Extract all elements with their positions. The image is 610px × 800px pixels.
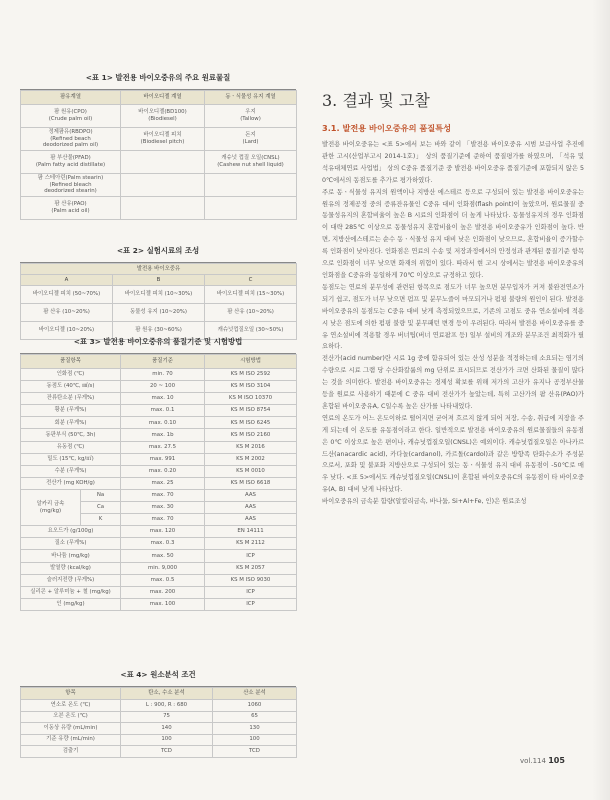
table-cell: 100 [213,734,297,746]
table-cell: 팜 스테아린(Palm stearin) (Refined bleach deodorized stearin) [21,174,121,197]
table-cell: 75 [121,711,213,723]
table-row [21,393,297,405]
table-row [21,381,297,393]
table-row [21,405,297,417]
table-row [21,151,297,174]
table-row [21,453,297,465]
table-cell: AAS [205,489,297,501]
table-row [21,128,297,151]
table2-group-header: 발전용 바이오중유 [21,264,297,275]
table-cell: KS M ISO 9030 [205,574,297,586]
table-cell: 팜 산유 (10~20%) [21,304,113,322]
table-row [21,369,297,381]
table-cell: 실리콘 + 알루미늄 + 철 (mg/kg) [21,586,121,598]
table-row [21,465,297,477]
table-cell: 질소 (무게%) [21,538,121,550]
table-cell: 밀도 (15℃, kg/㎥) [21,453,121,465]
table-row [21,574,297,586]
table1-caption: <표 1> 발전용 바이오중유의 주요 원료물질 [85,73,231,82]
table-cell: 캐슈넛 껍질 오일(CNSL) (Cashew nut shell liquid) [205,151,297,174]
table-cell: max. 50 [121,550,205,562]
table-row [21,417,297,429]
table-cell: max. 100 [121,598,205,610]
section-subtitle: 3.1. 발전용 바이오중유의 품질특성 [322,123,451,133]
table4 [20,687,297,758]
table-cell: max. 0.20 [121,465,205,477]
table-cell: 팜 부산물(PFAD) (Palm fatty acid distillate) [21,151,121,174]
table-cell: min. 70 [121,369,205,381]
table-cell: 정제팜유(RBDPO) (Refined beach deodorized palm oil) [21,128,121,151]
table-cell: AAS [205,514,297,526]
table-cell: K [81,514,121,526]
table-cell: 65 [213,711,297,723]
table1 [20,90,297,220]
table-row [21,197,297,220]
table-cell [121,151,205,174]
table-cell: KS M 2016 [205,441,297,453]
table-cell: KS M ISO 6245 [205,417,297,429]
body-text [322,139,584,508]
paragraph: 전산가(acid number)란 시료 1g 중에 함유되어 있는 산성 성분을 적정하는데 소요되는 염기의 수량으로 시료 그램 당 수산화칼륨의 mg 단위로 표시되므로 전산가가 크면 산화된 물질이 많다는 것을 의미한다. 발전용 바이오중유는 경제성 확보를 위해 저가의 고산가 유지나 공정부산물 등을 원료로 사용하기 때문에 C 중유 대비 전산가가 높았는데, 특히 고산가의 팜 산유(PAO)가 혼합된 바이오중유A, C일수록 높은 산가를 나타내었다. [322,355,584,410]
issue-number: vol.114 [520,757,546,765]
table2 [20,263,297,340]
header-cell: 바이오디젤 계열 [121,91,205,105]
table-cell: 팜 산유 (10~20%) [205,304,297,322]
table-cell: KS M ISO 3104 [205,381,297,393]
table-cell: 돈지 (Lard) [205,128,297,151]
table-cell: ICP [205,598,297,610]
table-cell: 잔류탄소분 (무게%) [21,393,121,405]
table-cell: 발열량 (kcal/kg) [21,562,121,574]
table-cell: max. 200 [121,586,205,598]
page-edge-shadow [592,0,610,800]
table-row [21,105,297,128]
header-cell: 팜유계열 [21,91,121,105]
table-cell: KS M ISO 10370 [205,393,297,405]
table-cell: 140 [121,723,213,735]
table-cell: 우지 (Tallow) [205,105,297,128]
table-cell: 동점도 (40℃, ㎟/s) [21,381,121,393]
table-cell: KS M 2112 [205,538,297,550]
header-cell: 탄소, 수소 분석 [121,688,213,700]
table-cell: max. 10 [121,393,205,405]
table-row [21,526,297,538]
table-cell: KS M ISO 6618 [205,477,297,489]
table-cell: max. 70 [121,489,205,501]
table-cell: L : 900, R : 680 [121,700,213,712]
table-cell: max. 70 [121,514,205,526]
table-row [21,700,297,712]
table-row [21,441,297,453]
table-row [21,711,297,723]
table-cell: max. 30 [121,502,205,514]
header-cell: C [205,275,297,286]
alkali-metal-label: 알카리 금속 (mg/kg) [21,489,81,525]
table-cell: KS M ISO 2160 [205,429,297,441]
paragraph: 바이오중유의 금속분 함량(알칼리금속, 바나듐, Si+Al+Fe, 인)은 원료조성 [322,498,527,506]
table-cell: 바이오디젤(BD100) (Biodiesel) [121,105,205,128]
table-cell: 전산가 (mg KOH/g) [21,477,121,489]
table-row [21,598,297,610]
table-cell: Na [81,489,121,501]
table-cell: 팜 산유(PAO) (Palm acid oil) [21,197,121,220]
table-cell: 캐슈넛껍질오일 (30~50%) [205,322,297,340]
table-cell: 검출기 [21,746,121,758]
header-cell: 항목 [21,688,121,700]
table-cell: max. 991 [121,453,205,465]
table-cell [121,174,205,197]
table-cell: 오븐 온도 (℃) [21,711,121,723]
table-row [21,746,297,758]
page-footer [520,756,565,765]
table-cell: KS M ISO 8754 [205,405,297,417]
table-cell: 바이오디젤 피치 (15~30%) [205,286,297,304]
table3-caption: <표 3> 발전용 바이오중유의 품질기준 및 시험방법 [73,337,243,346]
table-cell: KS M 2002 [205,453,297,465]
table-cell: min. 9,000 [121,562,205,574]
table-row [21,550,297,562]
header-cell: 품질기준 [121,355,205,369]
table-cell: KS M 2057 [205,562,297,574]
header-cell: 산소 분석 [213,688,297,700]
table-cell: 1060 [213,700,297,712]
table-cell: 요오드가 (g/100g) [21,526,121,538]
table-cell: ICP [205,586,297,598]
table-row [21,429,297,441]
paragraph: 발전용 바이오중유는 <표 5>에서 보는 바와 같이 「발전용 바이오중유 시범 보급사업 추진에 관한 고시(산업부고시 2014-1호)」 상의 품질기준에 준하여 품질평가를 하였으며, 「석유 및 석유대체연료 사업법」 상의 C중유 품질기준 중 발전용 바이오중유 품질기준에 포함되지 않은 50℃에서의 동점도를 추가로 평가하였다. [322,141,584,184]
table2-caption: <표 2> 실험시료의 조성 [116,246,200,255]
paragraph: 동점도는 연료의 분무성에 관련된 항목으로 점도가 너무 높으면 분무입자가 커져 불완전연소가 되기 쉽고, 점도가 너무 낮으면 펌프 및 분무노즐이 마모되거나 펌핑 불량의 원인이 된다. 발전용 바이오중유의 동점도는 C중유 대비 낮게 측정되었으므로, 기존의 고점도 중유 연소설비에 적용 시 낮은 점도에 의한 펌핑 불량 및 분무패턴 변경 등이 우려된다. 따라서 발전용 바이오중유를 중유 연소설비에 적용할 경우 버너팁(버너 연료팜프 등) 일부 설비의 개조와 분무조건 최적화가 필요하다. [322,283,584,351]
page-number: 105 [548,756,565,765]
table-cell: max. 0.3 [121,538,205,550]
table-row [21,586,297,598]
table-cell: 바나듐 (mg/kg) [21,550,121,562]
table-cell: 기준 유량 (mL/min) [21,734,121,746]
header-cell: 동ㆍ식물성 유지 계열 [205,91,297,105]
table-cell: 황분 (무게%) [21,405,121,417]
table4-caption: <표 4> 원소분석 조건 [120,670,196,679]
table-row [21,174,297,197]
table-cell [205,197,297,220]
header-cell: B [113,275,205,286]
table-cell: KS M 0010 [205,465,297,477]
table-row [21,723,297,735]
header-cell: 품질항목 [21,355,121,369]
header-cell: 시험방법 [205,355,297,369]
table-cell: 바이오디젤 (10~20%) [21,322,113,340]
table-cell: 100 [121,734,213,746]
table-cell: 팜 원유 (30~60%) [113,322,205,340]
table-cell: max. 1b [121,429,205,441]
table-cell: KS M ISO 2592 [205,369,297,381]
table-cell: 이동상 유량 (mL/min) [21,723,121,735]
paragraph: 주로 동ㆍ식물성 유지의 원액이나 지방산 에스테르 등으로 구성되어 있는 발전용 바이오중유는 원유의 정제공정 중의 증류잔유물인 C중유 대비 인화점(flash point)이 높았으며, 원료물질 중 동물성유지의 혼합비율이 높은 B 시료의 인화점이 더 높게 나타났다. 동물성유지의 경우 인화점이 대략 285℃ 이상으로 동물성유지 혼합비율이 높은 발전용 바이오중유가 인화점이 높다. 반면, 지방산에스테르는 순수 동ㆍ식물성 유지 대비 낮은 인화점이 낮으므로, 혼합비율이 증가할수록 인화점이 낮아진다. 인화점은 연료의 수송 및 저장과정에서의 안정성과 관계된 품질기준 항목으로 인화점이 너무 낮으면 화재의 위험이 있다. 따라서 현 고시 상에서는 발전용 바이오중유의 인화점을 C중유와 동일하게 70℃ 이상으로 규정하고 있다. [322,188,584,279]
table-cell: TCD [121,746,213,758]
table-row [21,286,297,304]
table-cell: 슬러지전량 (무게%) [21,574,121,586]
table-cell [121,197,205,220]
table-cell: EN 14111 [205,526,297,538]
table-row [21,477,297,489]
table-cell: ICP [205,550,297,562]
table-cell: 바이오디젤 피치 (Biodiesel pitch) [121,128,205,151]
table-cell: 연소로 온도 (℃) [21,700,121,712]
table-row [21,304,297,322]
table-cell: 인 (mg/kg) [21,598,121,610]
table-cell: 수분 (무게%) [21,465,121,477]
table-cell [205,174,297,197]
paragraph: 연료의 온도가 어느 온도이하로 떨어지면 굳어져 흐르지 않게 되어 저장, 수송, 취급에 지장을 주게 되는데 이 온도를 유동점이라고 한다. 일반적으로 발전용 바이오중유의 원료물질들의 유동점은 0℃ 이상으로 높은 편이나, 캐슈넛껍질오일(CNSL)은 예외이다. 캐슈넛껍질오일은 아나카르드산(anacardic acid), 카다놀(cardanol), 카르돌(cardol)과 같은 방향족 탄화수소가 주성분으로서, 포화 및 불포화 지방산으로 구성되어 있는 동ㆍ식물성 유지 대비 유동점이 -50℃로 매우 낮다. <표 5>에서도 캐슈넛껍질오일(CNSL)이 혼합된 바이오중유C의 유동점이 타 바이오중유(A, B) 대비 낮게 나타났다. [322,414,584,494]
table-cell: 회분 (무게%) [21,417,121,429]
table-cell: 동판부식 (50℃, 3h) [21,429,121,441]
table-cell: max. 0.10 [121,417,205,429]
table-cell: 팜 원유(CPO) (Crude palm oil) [21,105,121,128]
table-cell: max. 120 [121,526,205,538]
table-cell: 바이오디젤 피치 (10~30%) [113,286,205,304]
table3 [20,354,297,611]
table-cell: 바이오디젤 피치 (50~70%) [21,286,113,304]
section-title: 3. 결과 및 고찰 [322,91,430,110]
table-cell: 20 ~ 100 [121,381,205,393]
table-cell: max. 0.5 [121,574,205,586]
table-cell: 유동점 (℃) [21,441,121,453]
table-cell: 인화점 (℃) [21,369,121,381]
table-row [21,489,297,501]
table-cell: max. 0.1 [121,405,205,417]
table-row [21,538,297,550]
table-cell: AAS [205,502,297,514]
table-cell: Ca [81,502,121,514]
table-cell: TCD [213,746,297,758]
table-cell: max. 25 [121,477,205,489]
table-cell: 동물성 유지 (10~20%) [113,304,205,322]
table-row [21,562,297,574]
table-cell: 130 [213,723,297,735]
table-row [21,734,297,746]
table-cell: max. 27.5 [121,441,205,453]
header-cell: A [21,275,113,286]
